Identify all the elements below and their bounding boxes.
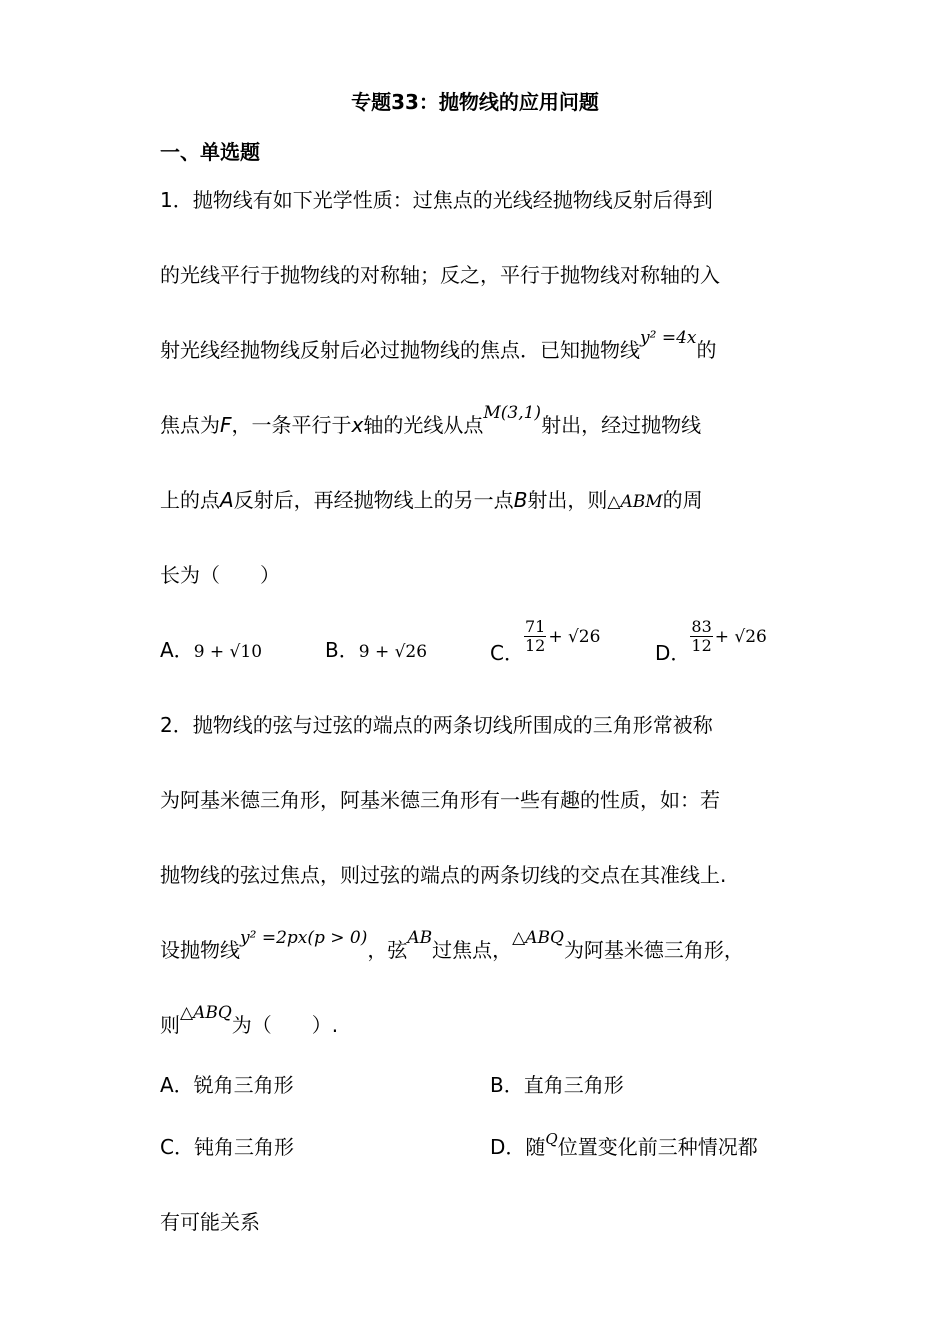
option-c-denominator: 12: [524, 636, 546, 655]
option-c-fraction: [524, 618, 546, 655]
point-m: M(3,1): [483, 403, 542, 423]
q1-line-5-text: 上的点: [160, 488, 220, 512]
q2-line-2: 为阿基米德三角形，阿基米德三角形有一些有趣的性质，如：若: [160, 788, 720, 812]
q1-line-1: 1．抛物线有如下光学性质：过焦点的光线经抛物线反射后得到: [160, 188, 713, 212]
q2-option-a[interactable]: A．锐角三角形: [160, 1073, 294, 1097]
q1-line-5-text-c: 射出，则: [527, 488, 608, 512]
section-heading: 一、单选题: [160, 140, 260, 164]
x-axis-label: x: [351, 413, 364, 437]
option-a-label: A．: [160, 638, 194, 662]
point-q-label: Q: [545, 1130, 558, 1148]
q1-line-5-text-b: 反射后，再经抛物线上的另一点: [233, 488, 514, 512]
q2-line-5: [160, 1003, 339, 1041]
option-c-tail: + √26: [548, 627, 601, 647]
q1-line-4: [160, 403, 702, 441]
q2-line-4: [160, 928, 744, 966]
q1-line-4-text: 焦点为: [160, 413, 220, 437]
triangle-abq-2: △ABQ: [180, 1003, 232, 1023]
q1-option-b[interactable]: [325, 636, 427, 666]
option-d-text: D．随: [490, 1135, 546, 1159]
q1-line-3-end: 的: [696, 338, 717, 362]
q2-line-5-text-b: 为（ ）.: [231, 1013, 339, 1037]
page-title: 专题33：抛物线的应用问题: [351, 90, 599, 114]
q1-line-4-text-c: 轴的光线从点: [363, 413, 484, 437]
option-d-denominator: 12: [691, 636, 712, 655]
q1-line-6: 长为（ ）: [160, 563, 280, 587]
point-b-label: B: [513, 488, 528, 512]
option-d-tail: + √26: [714, 627, 767, 647]
point-a-label: A: [220, 488, 234, 512]
q1-line-5-text-d: 的周: [662, 488, 703, 512]
q2-option-b[interactable]: B．直角三角形: [490, 1073, 624, 1097]
q2-line-3: 抛物线的弦过焦点，则过弦的端点的两条切线的交点在其准线上.: [160, 863, 727, 887]
parabola-equation: y² =4x: [640, 328, 697, 348]
q2-line-1: 2．抛物线的弦与过弦的端点的两条切线所围成的三角形常被称: [160, 713, 713, 737]
option-d-fraction: [690, 618, 712, 655]
q1-option-a[interactable]: [160, 636, 262, 666]
q2-line-5-text: 则: [160, 1013, 180, 1037]
q2-line-4-text: 设抛物线: [160, 938, 240, 962]
q1-line-4-text-d: 射出，经过抛物线: [541, 413, 702, 437]
q1-line-2: 的光线平行于抛物线的对称轴；反之，平行于抛物线对称轴的入: [160, 263, 720, 287]
q1-line-3-text: 射光线经抛物线反射后必过抛物线的焦点．已知抛物线: [160, 338, 640, 362]
q1-option-d[interactable]: [655, 617, 767, 665]
q1-option-c[interactable]: [490, 617, 601, 665]
triangle-abm: △ABM: [607, 492, 663, 512]
option-d-label: D．: [655, 641, 691, 665]
triangle-abq: △ABQ: [512, 928, 564, 948]
q2-tail: 有可能关系: [160, 1210, 260, 1234]
option-a-expr: 9 + √10: [193, 642, 263, 662]
chord-ab: AB: [407, 928, 433, 948]
option-b-label: B．: [325, 638, 359, 662]
option-b-expr: 9 + √26: [358, 642, 428, 662]
q1-line-4-text-b: ，一条平行于: [231, 413, 352, 437]
option-c-label: C．: [490, 641, 524, 665]
q1-line-5: [160, 486, 703, 516]
q1-line-3: [160, 328, 717, 366]
q2-option-c[interactable]: C．钝角三角形: [160, 1135, 294, 1159]
q2-line-4-text-d: 为阿基米德三角形，: [563, 938, 744, 962]
q2-option-d[interactable]: [490, 1130, 758, 1163]
q2-line-4-text-b: ，弦: [367, 938, 408, 962]
option-c-numerator: 71: [524, 617, 546, 636]
focus-label: F: [220, 413, 232, 437]
option-d-numerator: 83: [691, 617, 712, 636]
option-d-text-b: 位置变化前三种情况都: [557, 1135, 758, 1159]
q2-line-4-text-c: 过焦点，: [432, 938, 513, 962]
parabola-general-equation: y² =2px(p > 0): [240, 928, 368, 948]
